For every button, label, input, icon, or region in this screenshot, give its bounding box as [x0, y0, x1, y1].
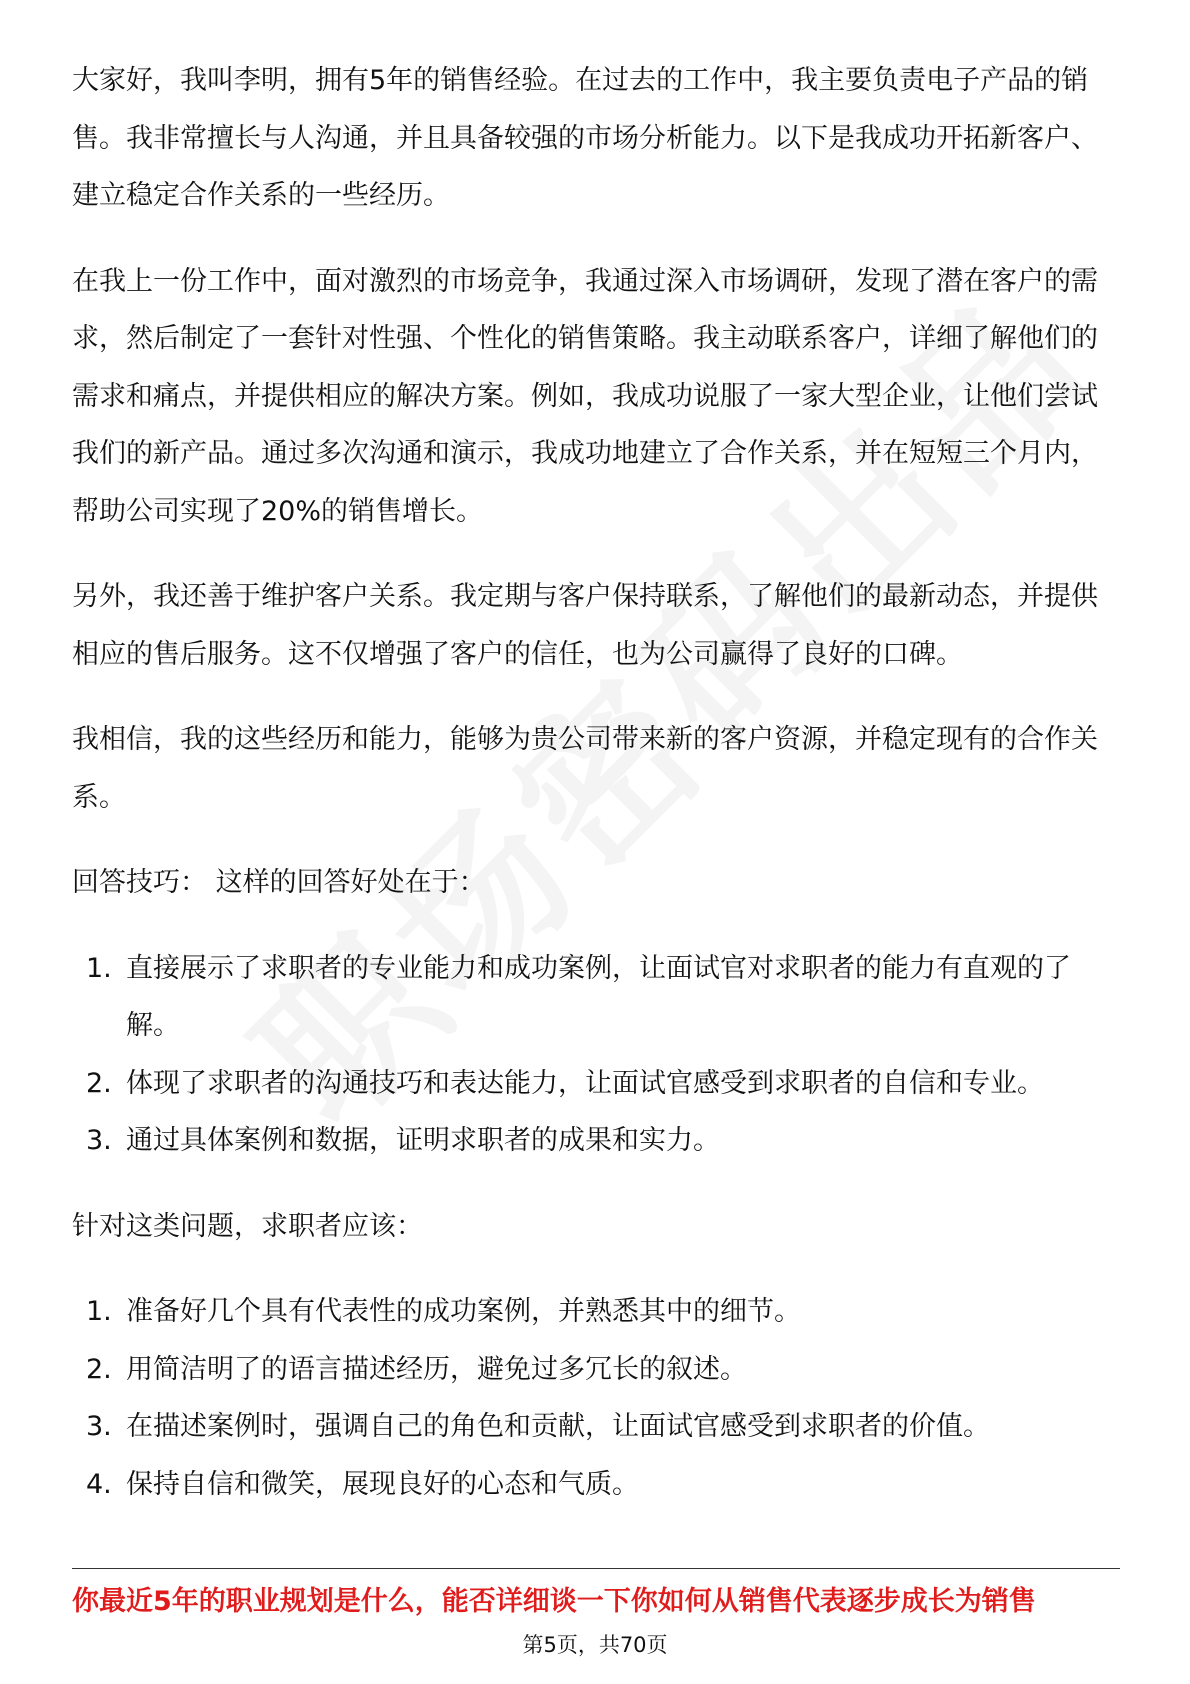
list-number: 3. — [86, 1125, 112, 1156]
list-number: 2. — [86, 1353, 112, 1385]
advice-list — [72, 1283, 1120, 1513]
paragraph-conclusion: 我相信，我的这些经历和能力，能够为贵公司带来新的客户资源，并稳定现有的合作关系。 — [72, 724, 1098, 813]
list-item-text: 用简洁明了的语言描述经历，避免过多冗长的叙述。 — [126, 1353, 747, 1385]
advice-heading: 针对这类问题，求职者应该： — [72, 1210, 423, 1242]
tips-heading: 回答技巧： 这样的回答好处在于： — [72, 867, 486, 898]
paragraph-intro: 大家好，我叫李明，拥有5年的销售经验。在过去的工作中，我主要负责电子产品的销售。我非常擅长与人沟通，并且具备较强的市场分析能力。以下是我成功开拓新客户、建立稳定合作关系的一些经历。 — [72, 65, 1098, 211]
document-body — [72, 52, 1120, 1541]
next-question-heading: 你最近5年的职业规划是什么，能否详细谈一下你如何从销售代表逐步成长为销售 — [72, 1586, 1036, 1617]
paragraph-relationship: 另外，我还善于维护客户关系。我定期与客户保持联系，了解他们的最新动态，并提供相应的售后服务。这不仅增强了客户的信任，也为公司赢得了良好的口碑。 — [72, 581, 1098, 670]
list-number: 1. — [86, 952, 112, 984]
list-item — [72, 1112, 1120, 1170]
list-item-text: 在描述案例时，强调自己的角色和贡献，让面试官感受到求职者的价值。 — [126, 1411, 990, 1442]
list-item-text: 保持自信和微笑，展现良好的心态和气质。 — [126, 1468, 639, 1500]
list-item — [72, 1341, 1120, 1399]
list-item-text: 准备好几个具有代表性的成功案例，并熟悉其中的细节。 — [126, 1296, 801, 1327]
tips-list — [72, 940, 1120, 1170]
list-item — [72, 940, 1120, 1055]
list-item — [72, 1283, 1120, 1341]
section-divider — [72, 1568, 1120, 1569]
list-item-text: 体现了求职者的沟通技巧和表达能力，让面试官感受到求职者的自信和专业。 — [126, 1067, 1044, 1099]
list-number: 1. — [86, 1296, 112, 1327]
list-item — [72, 1456, 1120, 1514]
list-item — [72, 1055, 1120, 1113]
paragraph-experience: 在我上一份工作中，面对激烈的市场竞争，我通过深入市场调研，发现了潜在客户的需求，然后制定了一套针对性强、个性化的销售策略。我主动联系客户，详细了解他们的需求和痛点，并提供相应的解决方案。例如，我成功说服了一家大型企业，让他们尝试我们的新产品。通过多次沟通和演示，我成功地建立了合作关系，并在短短三个月内，帮助公司实现了20%的销售增长。 — [72, 265, 1098, 527]
list-number: 4. — [86, 1468, 112, 1500]
list-item — [72, 1398, 1120, 1456]
page-number: 第5页，共70页 — [522, 1633, 668, 1657]
list-number: 3. — [86, 1411, 112, 1442]
list-number: 2. — [86, 1067, 112, 1099]
list-item-text: 直接展示了求职者的专业能力和成功案例，让面试官对求职者的能力有直观的了解。 — [126, 952, 1071, 1041]
list-item-text: 通过具体案例和数据，证明求职者的成果和实力。 — [126, 1125, 720, 1156]
